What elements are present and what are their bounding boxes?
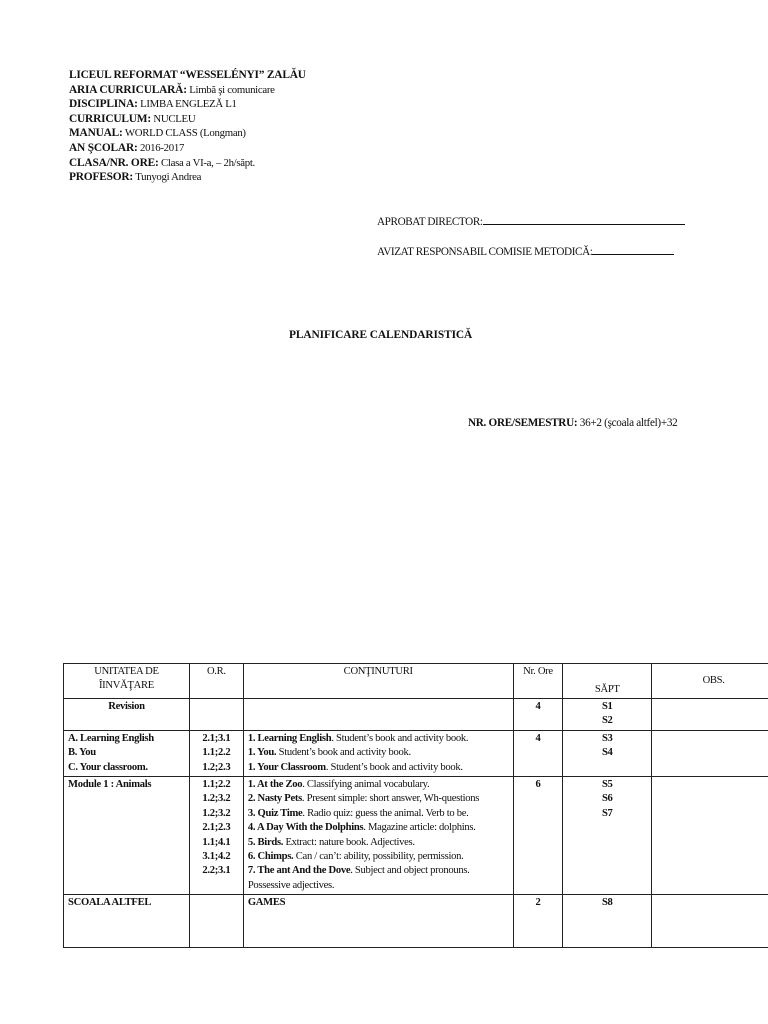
- content-item-title: 1. Learning English: [247, 732, 332, 744]
- table-row: [64, 730, 768, 776]
- content-item-title: 2. Nasty Pets: [247, 793, 302, 805]
- header-field-value: Tunyogi Andrea: [133, 171, 202, 184]
- or-cell: [189, 895, 243, 948]
- week-cell-line: S8: [601, 897, 613, 909]
- content-item: [248, 864, 509, 893]
- header-week: SĂPT: [563, 664, 652, 699]
- header-hours: Nr. Ore: [513, 664, 563, 699]
- unit-cell-line: B. You: [68, 747, 96, 759]
- page-title: PLANIFICARE CALENDARISTICĂ: [289, 329, 473, 341]
- header-unit: UNITATEA DE ÎINVĂŢARE: [64, 664, 190, 699]
- content-item-title: 1. At the Zoo: [247, 779, 303, 791]
- header-field-label: PROFESOR:: [69, 171, 134, 184]
- or-cell-line: 1.2;3.2: [202, 793, 231, 805]
- header-field-value: WORLD CLASS (Longman): [122, 127, 246, 140]
- week-cell: [563, 777, 652, 895]
- content-cell: [243, 730, 513, 776]
- obs-cell: [652, 699, 768, 731]
- unit-cell-line: SCOALA ALTFEL: [68, 897, 152, 909]
- or-cell-line: 1.2;3.2: [202, 807, 231, 819]
- obs-cell: [652, 730, 768, 776]
- hours-per-semester: [468, 417, 677, 429]
- document-header: [69, 68, 306, 185]
- header-field: [69, 83, 306, 98]
- unit-cell: [64, 895, 190, 948]
- header-content: CONŢINUTURI: [243, 664, 513, 699]
- week-cell-line: S3: [601, 732, 613, 744]
- content-item: [248, 807, 509, 821]
- header-field: [69, 126, 306, 141]
- content-item: [248, 821, 509, 835]
- unit-cell-line: A. Learning English: [68, 732, 154, 744]
- header-field-label: ARIA CURRICULARĂ:: [69, 83, 187, 96]
- header-field-label: MANUAL:: [69, 127, 123, 140]
- table-row: [64, 777, 768, 895]
- or-cell-line: 3.1;4.2: [202, 851, 231, 863]
- content-item: [248, 850, 509, 864]
- content-item-title: 7. The ant And the Dove: [247, 865, 351, 877]
- or-cell-line: 1.2;2.3: [202, 761, 231, 773]
- content-item: [248, 896, 509, 910]
- content-item-text: GAMES: [247, 897, 286, 909]
- content-item-title: 5. Birds.: [247, 836, 284, 848]
- content-item: [248, 732, 509, 746]
- content-item-title: 3. Quiz Time: [247, 807, 303, 819]
- or-cell-line: 1.1;4.1: [202, 836, 231, 848]
- unit-cell-line: Module 1 : Animals: [68, 779, 152, 791]
- content-item-text: . Student’s book and activity book.: [325, 761, 463, 773]
- hours-cell: 4: [513, 699, 563, 731]
- or-cell-line: 2.1;3.1: [202, 732, 231, 744]
- table-row: [64, 699, 768, 731]
- header-field: [69, 170, 306, 185]
- hours-cell: 6: [513, 777, 563, 895]
- commission-signature-line: [592, 243, 674, 255]
- content-item-text: . Subject and object pronouns. Possessive adjectives.: [247, 865, 470, 891]
- director-approval: [377, 213, 685, 228]
- week-cell: [563, 895, 652, 948]
- week-cell-line: S4: [601, 747, 613, 759]
- header-field-label: CLASA/NR. ORE:: [69, 156, 159, 169]
- unit-cell: [64, 699, 190, 731]
- or-cell: [189, 777, 243, 895]
- or-cell-line: 2.1;2.3: [202, 822, 231, 834]
- table-row: [64, 895, 768, 948]
- hours-cell: 2: [513, 895, 563, 948]
- header-field-value: LIMBA ENGLEZĂ L1: [137, 98, 237, 111]
- content-item: [248, 836, 509, 850]
- week-cell: [563, 730, 652, 776]
- commission-approval: [377, 243, 674, 258]
- content-item-text: Can / can’t: ability, possibility, permission.: [293, 851, 464, 863]
- header-field-value: Limbă şi comunicare: [186, 83, 275, 96]
- header-field: [69, 141, 306, 156]
- unit-cell: [64, 777, 190, 895]
- content-item-text: . Radio quiz: guess the animal. Verb to be.: [302, 807, 469, 819]
- hours-value: 36+2 (şcoala altfel)+32: [577, 417, 678, 429]
- director-signature-line: [483, 213, 685, 225]
- hours-cell: 4: [513, 730, 563, 776]
- obs-cell: [652, 777, 768, 895]
- content-item: [248, 792, 509, 806]
- content-item-title: 6. Chimps.: [247, 851, 294, 863]
- header-field-value: Clasa a VI-a, – 2h/săpt.: [158, 156, 255, 169]
- header-field-label: CURRICULUM:: [69, 112, 151, 125]
- week-cell-line: S6: [601, 793, 613, 805]
- director-approval-label: APROBAT DIRECTOR:: [377, 216, 483, 228]
- content-item: [248, 778, 509, 792]
- header-or: O.R.: [189, 664, 243, 699]
- content-cell: [243, 699, 513, 731]
- header-field: [69, 112, 306, 127]
- week-cell: [563, 699, 652, 731]
- content-item-text: Extract: nature book. Adjectives.: [283, 836, 415, 848]
- content-item-text: . Present simple: short answer, Wh-questions: [301, 793, 480, 805]
- content-item-title: 4. A Day With the Dolphins: [247, 822, 364, 834]
- or-cell-line: 1.1;2.2: [202, 747, 231, 759]
- header-field: [69, 97, 306, 112]
- week-cell-line: S2: [601, 715, 613, 727]
- school-name: LICEUL REFORMAT “WESSELÉNYI” ZALĂU: [69, 69, 306, 81]
- or-cell: [189, 699, 243, 731]
- or-cell: [189, 730, 243, 776]
- content-cell: [243, 895, 513, 948]
- header-field: [69, 156, 306, 171]
- content-cell: [243, 777, 513, 895]
- week-cell-line: S5: [601, 779, 613, 791]
- content-item-text: . Classifying animal vocabulary.: [302, 779, 430, 791]
- content-item-title: 1. You.: [247, 747, 277, 759]
- content-item-text: Student’s book and activity book.: [276, 747, 411, 759]
- planning-table: [63, 663, 768, 948]
- content-item-text: . Student’s book and activity book.: [331, 732, 469, 744]
- header-obs: OBS.: [652, 664, 768, 699]
- content-item: [248, 761, 509, 775]
- unit-cell-line: Revision: [108, 701, 145, 712]
- header-field-value: NUCLEU: [150, 112, 196, 125]
- header-field-label: DISCIPLINA:: [69, 98, 138, 111]
- or-cell-line: 2.2;3.1: [202, 865, 231, 877]
- week-cell-line: S7: [601, 807, 613, 819]
- unit-cell: [64, 730, 190, 776]
- commission-approval-label: AVIZAT RESPONSABIL COMISIE METODICĂ:: [377, 246, 593, 258]
- table-header-row: [64, 664, 768, 699]
- hours-label: NR. ORE/SEMESTRU:: [468, 417, 578, 429]
- unit-cell-line: C. Your classroom.: [68, 761, 148, 773]
- header-field-value: 2016-2017: [137, 141, 185, 154]
- content-item-text: . Magazine article: dolphins.: [363, 822, 476, 834]
- obs-cell: [652, 895, 768, 948]
- content-item-title: 1. Your Classroom: [247, 761, 326, 773]
- header-field-label: AN ŞCOLAR:: [69, 141, 138, 154]
- header-fields: [69, 83, 306, 185]
- content-item: [248, 746, 509, 760]
- or-cell-line: 1.1;2.2: [202, 779, 231, 791]
- week-cell-line: S1: [601, 701, 613, 712]
